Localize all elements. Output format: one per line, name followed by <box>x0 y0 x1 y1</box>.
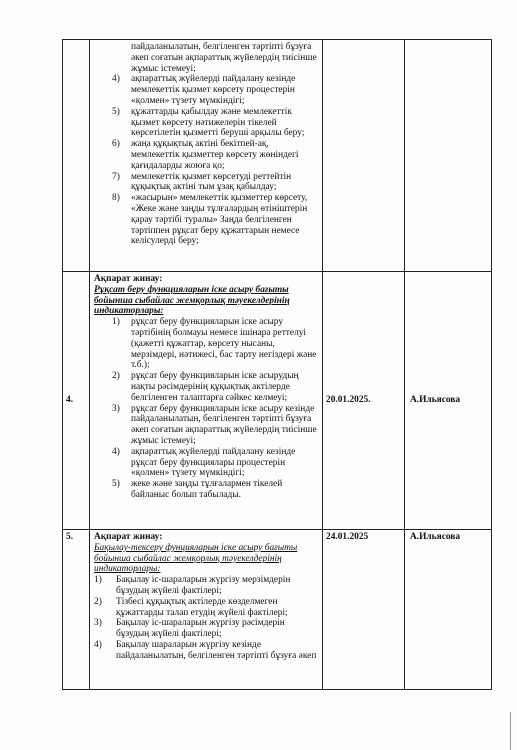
list-item-text: Бақылау іс-шараларын жүргізу мерзімдерін бұзудың жүйелі фактілері; <box>116 575 291 596</box>
list-item-number: 6) <box>112 139 120 150</box>
indicator-list <box>94 575 318 661</box>
list-item <box>94 640 318 662</box>
row-number-cell <box>63 40 90 272</box>
list-item <box>94 172 318 194</box>
row-number: 4. <box>63 272 90 530</box>
date-cell <box>323 40 405 272</box>
list-item-text: рұқсат беру функцияларын іске асыру тәртібінің болмауы немесе ішінара реттелуі (қажетті құжаттар, көрсету нысаны, мерзімдері, нәтижесі, бас тарту негіздері және т.б.); <box>131 317 317 371</box>
list-item <box>94 479 318 501</box>
list-item <box>94 447 318 479</box>
section-heading: Ақпарат жинау: <box>94 532 163 542</box>
action-plan-table <box>62 39 492 690</box>
list-item <box>94 404 318 447</box>
list-item-text: ақпараттық жүйелерді пайдалану кезінде мемлекеттік қызмет көрсету процестерін «қолмен» түзету мүмкіндігі; <box>131 74 296 106</box>
responsible-person: А.Ильясова <box>405 272 492 530</box>
list-item <box>94 107 318 139</box>
list-item-number: 7) <box>112 171 120 182</box>
list-item-number: 8) <box>112 193 120 204</box>
scan-edge-mark <box>510 712 517 750</box>
list-item-text: Бақылау шараларын жүргізу кезінде пайдаланылатын, белгіленген тәртіпті бұзуға әкеп <box>116 639 317 661</box>
responsible-cell <box>405 40 492 272</box>
list-item-text: «жасырын» мемлекеттік қызметтер көрсету, «Жеке және заңды тұлғалардың өтініштерін қарау тәртібі туралы» Заңда белгіленген тәртіппен рұқсат беру құжаттарын немесе келісулерді беру; <box>131 193 308 247</box>
list-item <box>94 139 318 171</box>
row-content-cell <box>90 530 323 690</box>
list-item <box>94 193 318 247</box>
list-item-text: жеке және заңды тұлғалармен тікелей байланыс болып табылады. <box>131 479 283 500</box>
list-item-number: 5) <box>112 106 120 117</box>
deadline-date: 20.01.2025. <box>323 272 405 530</box>
list-item <box>94 618 318 640</box>
table-row <box>63 530 492 690</box>
list-item-text: құжаттарды қабылдау және мемлекеттік қызмет көрсету нәтижелерін тікелей көрсетілетін қызметті беруші арқылы беру; <box>131 106 305 139</box>
list-item-number: 1) <box>112 317 120 328</box>
list-item <box>94 371 318 403</box>
section-subheading: Бақылау-тексеру фунцияларын іске асыру бағыты бойынша сыбайлас жемқорлық тәуекелдерінің индикаторлары: <box>94 542 298 575</box>
table-row <box>63 272 492 530</box>
row-content-cell <box>90 272 323 530</box>
indicator-list <box>94 317 318 501</box>
list-item-number: 4) <box>112 74 120 85</box>
row-number: 5. <box>63 530 90 690</box>
list-item-number: 5) <box>112 479 120 490</box>
list-item-text: рұқсат беру функцияларын іске асыру кезінде пайдаланылатын, белгіленген тәртіпті бұзуға әкеп соғатын ақпараттық жүйелердің тиісінше жұмыс істемеуі; <box>131 403 317 446</box>
list-item-number: 2) <box>112 371 120 382</box>
list-item <box>94 575 318 597</box>
list-item-text: жаңа құқықтық актіні бекітпей-ақ, мемлекеттік қызметтер көрсету жөніндегі қағидаларды жоюға қо; <box>131 139 299 171</box>
list-item-number: 3) <box>94 618 102 629</box>
list-item-text: рұқсат беру функцияларын іске асырудың нақты рәсімдерінің құқықтық актілерде белгіленген талаптарға сәйкес келмеуі; <box>131 371 299 403</box>
list-item-number: 3) <box>112 403 120 414</box>
list-item-number: 2) <box>94 596 102 607</box>
list-item <box>94 74 318 106</box>
list-item-number: 4) <box>94 639 102 650</box>
table-row <box>63 40 492 272</box>
list-item-text: Бақылау іс-шараларын жүргізу рәсімдерін бұзудың жүйелі фактілері; <box>116 618 285 640</box>
indicator-list <box>94 74 318 247</box>
row-content-cell <box>90 40 323 272</box>
list-item <box>94 597 318 619</box>
deadline-date: 24.01.2025 <box>323 530 405 690</box>
list-item-text: ақпараттық жүйелерді пайдалану кезінде рұқсат беру функциялары процестерін «қолмен» түзету мүмкіндігі; <box>131 446 296 479</box>
list-item-text: мемлекеттік қызмет көрсетуді реттейтін құқықтық актіні тым ұзақ қабылдау; <box>131 171 292 193</box>
list-item <box>94 317 318 371</box>
section-heading: Ақпарат жинау: <box>94 274 163 284</box>
list-item-number: 1) <box>94 575 102 586</box>
responsible-person: А.Ильясова <box>405 530 492 690</box>
list-item-text: Тізбесі құқықтық актілерде көзделмеген құжаттарды талап етудің жүйелі фактілері; <box>116 596 288 618</box>
continuation-text: пайдаланылатын, белгіленген тәртіпті бұзуға әкеп соғатын ақпараттық жүйелердің тиісінше жұмыс істемеуі; <box>131 42 317 74</box>
section-subheading: Рұқсат беру функцияларын іске асыру бағыты бойынша сыбайлас жемқорлық тәуекелдерінің индикаторлары: <box>94 284 290 317</box>
list-item-number: 4) <box>112 446 120 457</box>
